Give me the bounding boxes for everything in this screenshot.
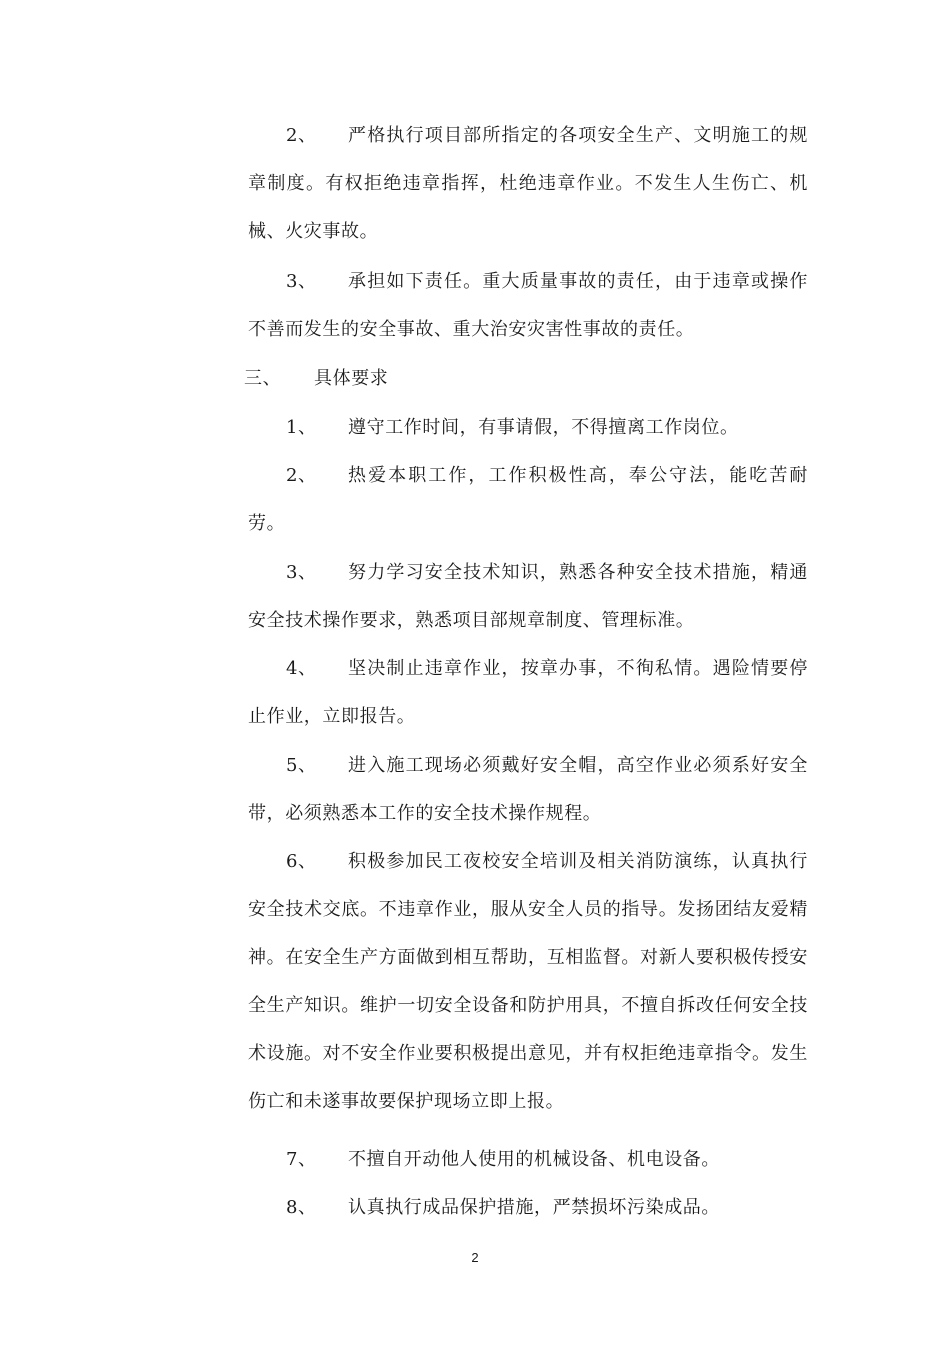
item-number: 4、 <box>286 658 317 679</box>
item-number: 7、 <box>286 1149 317 1170</box>
item-text: 严格执行项目部所指定的各项安全生产、文明施工的规章制度。有权拒绝违章指挥，杜绝违章作业。不发生人生伤亡、机械、火灾事故。 <box>248 125 808 242</box>
list-item <box>248 452 808 548</box>
item-text: 积极参加民工夜校安全培训及相关消防演练，认真执行安全技术交底。不违章作业，服从安全人员的指导。发扬团结友爱精神。在安全生产方面做到相互帮助，互相监督。对新人要积极传授安全生产知识。维护一切安全设备和防护用具，不擅自拆改任何安全技术设施。对不安全作业要积极提出意见，并有权拒绝违章指令。发生伤亡和未遂事故要保护现场立即上报。 <box>248 851 808 1112</box>
item-number: 6、 <box>286 851 317 872</box>
item-text: 努力学习安全技术知识，熟悉各种安全技术措施，精通安全技术操作要求，熟悉项目部规章制度、管理标准。 <box>248 562 808 631</box>
item-number: 1、 <box>286 417 317 438</box>
list-item <box>248 742 808 838</box>
list-item <box>248 112 808 256</box>
item-number: 8、 <box>286 1197 317 1218</box>
section-heading <box>244 355 804 403</box>
item-text: 承担如下责任。重大质量事故的责任，由于违章或操作不善而发生的安全事故、重大治安灾害性事故的责任。 <box>248 271 808 340</box>
item-number: 2、 <box>286 465 317 486</box>
page-number: 2 <box>471 1250 479 1265</box>
item-text: 坚决制止违章作业，按章办事，不徇私情。遇险情要停止作业，立即报告。 <box>248 658 808 727</box>
list-item <box>248 645 808 741</box>
item-text: 不擅自开动他人使用的机械设备、机电设备。 <box>348 1149 720 1170</box>
item-text: 遵守工作时间，有事请假，不得擅离工作岗位。 <box>348 417 739 438</box>
section-number: 三、 <box>244 368 282 389</box>
item-number: 5、 <box>286 755 317 776</box>
item-number: 3、 <box>286 562 317 583</box>
item-number: 3、 <box>286 271 317 292</box>
list-item <box>248 838 808 1126</box>
list-item <box>248 1184 808 1232</box>
item-text: 认真执行成品保护措施，严禁损坏污染成品。 <box>348 1197 720 1218</box>
list-item <box>248 1136 808 1184</box>
list-item <box>248 404 808 452</box>
section-title: 具体要求 <box>314 368 389 389</box>
item-text: 热爱本职工作，工作积极性高，奉公守法，能吃苦耐劳。 <box>248 465 808 534</box>
item-text: 进入施工现场必须戴好安全帽，高空作业必须系好安全带，必须熟悉本工作的安全技术操作规程。 <box>248 755 808 824</box>
item-number: 2、 <box>286 125 317 146</box>
list-item <box>248 549 808 645</box>
list-item <box>248 258 808 354</box>
